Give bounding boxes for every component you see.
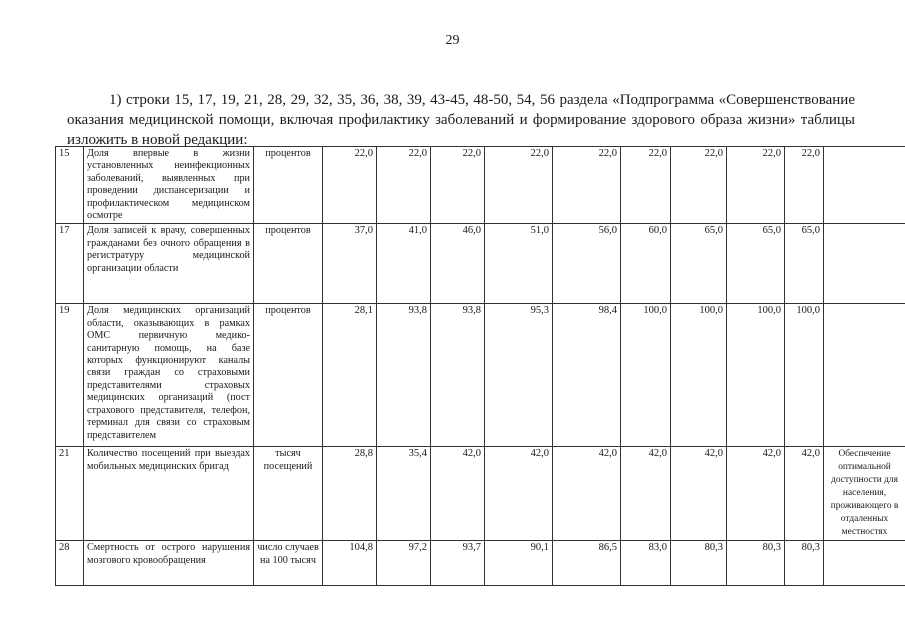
value-cell: 93,8 — [431, 304, 485, 447]
note-cell — [824, 224, 905, 304]
value-cell: 42,0 — [431, 447, 485, 541]
unit-cell: процентов — [254, 147, 323, 224]
value-cell: 100,0 — [671, 304, 727, 447]
note-cell — [824, 147, 905, 224]
page-number: 29 — [445, 33, 460, 48]
value-cell: 37,0 — [323, 224, 377, 304]
value-cell: 80,3 — [785, 541, 824, 586]
value-cell: 104,8 — [323, 541, 377, 586]
value-cell: 22,0 — [553, 147, 621, 224]
indicator-name: Доля медицинских организаций области, оказывающих в рамках ОМС первичную медико-санитарную помощь, на базе которых функционируют каналы связи граждан со страховыми представителями страховых медицинских организаций (пост страхового представителя, телефон, терминал для связи со страховым представителем — [84, 304, 254, 447]
intro-text: 1) строки 15, 17, 19, 21, 28, 29, 32, 35, 36, 38, 39, 43-45, 48-50, 54, 56 раздела «Подпрограмма «Совершенствование оказания медицинской помощи, включая профилактику заболеваний и формирование здорового образа жизни» таблицы изложить в новой редакции: — [67, 92, 855, 148]
unit-cell: число случаев на 100 тысяч — [254, 541, 323, 586]
row-number: 17 — [56, 224, 84, 304]
indicator-name: Доля впервые в жизни установленных неинфекционных заболеваний, выявленных при проведении диспансеризации и профилактическом медицинском осмотре — [84, 147, 254, 224]
value-cell: 42,0 — [621, 447, 671, 541]
value-cell: 100,0 — [621, 304, 671, 447]
value-cell: 93,8 — [377, 304, 431, 447]
value-cell: 46,0 — [431, 224, 485, 304]
value-cell: 95,3 — [485, 304, 553, 447]
value-cell: 97,2 — [377, 541, 431, 586]
value-cell: 80,3 — [671, 541, 727, 586]
value-cell: 22,0 — [671, 147, 727, 224]
table-row — [56, 447, 905, 541]
value-cell: 35,4 — [377, 447, 431, 541]
value-cell: 65,0 — [727, 224, 785, 304]
row-number: 21 — [56, 447, 84, 541]
indicator-name: Количество посещений при выездах мобильных медицинских бригад — [84, 447, 254, 541]
value-cell: 65,0 — [671, 224, 727, 304]
value-cell: 100,0 — [727, 304, 785, 447]
value-cell: 22,0 — [785, 147, 824, 224]
value-cell: 93,7 — [431, 541, 485, 586]
table-row — [56, 541, 905, 586]
value-cell: 22,0 — [485, 147, 553, 224]
value-cell: 22,0 — [323, 147, 377, 224]
unit-cell: процентов — [254, 224, 323, 304]
value-cell: 22,0 — [621, 147, 671, 224]
note-cell — [824, 541, 905, 586]
value-cell: 41,0 — [377, 224, 431, 304]
indicators-table — [55, 146, 905, 586]
value-cell: 42,0 — [485, 447, 553, 541]
value-cell: 80,3 — [727, 541, 785, 586]
note-cell — [824, 304, 905, 447]
value-cell: 98,4 — [553, 304, 621, 447]
value-cell: 90,1 — [485, 541, 553, 586]
value-cell: 83,0 — [621, 541, 671, 586]
unit-cell: тысяч посещений — [254, 447, 323, 541]
value-cell: 22,0 — [727, 147, 785, 224]
value-cell: 28,8 — [323, 447, 377, 541]
unit-cell: процентов — [254, 304, 323, 447]
intro-paragraph — [67, 90, 855, 150]
value-cell: 86,5 — [553, 541, 621, 586]
value-cell: 28,1 — [323, 304, 377, 447]
table-row — [56, 147, 905, 224]
value-cell: 22,0 — [431, 147, 485, 224]
value-cell: 100,0 — [785, 304, 824, 447]
note-cell: Обеспечение оптимальной доступности для населения, проживающего в отдаленных местностях — [824, 447, 905, 541]
value-cell: 56,0 — [553, 224, 621, 304]
indicator-name: Доля записей к врачу, совершенных гражданами без очного обращения в регистратуру медицинской организации области — [84, 224, 254, 304]
indicator-name: Смертность от острого нарушения мозгового кровообращения — [84, 541, 254, 586]
value-cell: 65,0 — [785, 224, 824, 304]
value-cell: 22,0 — [377, 147, 431, 224]
value-cell: 42,0 — [671, 447, 727, 541]
row-number: 15 — [56, 147, 84, 224]
row-number: 28 — [56, 541, 84, 586]
value-cell: 42,0 — [785, 447, 824, 541]
value-cell: 51,0 — [485, 224, 553, 304]
table-row — [56, 304, 905, 447]
value-cell: 60,0 — [621, 224, 671, 304]
row-number: 19 — [56, 304, 84, 447]
value-cell: 42,0 — [727, 447, 785, 541]
table-row — [56, 224, 905, 304]
value-cell: 42,0 — [553, 447, 621, 541]
